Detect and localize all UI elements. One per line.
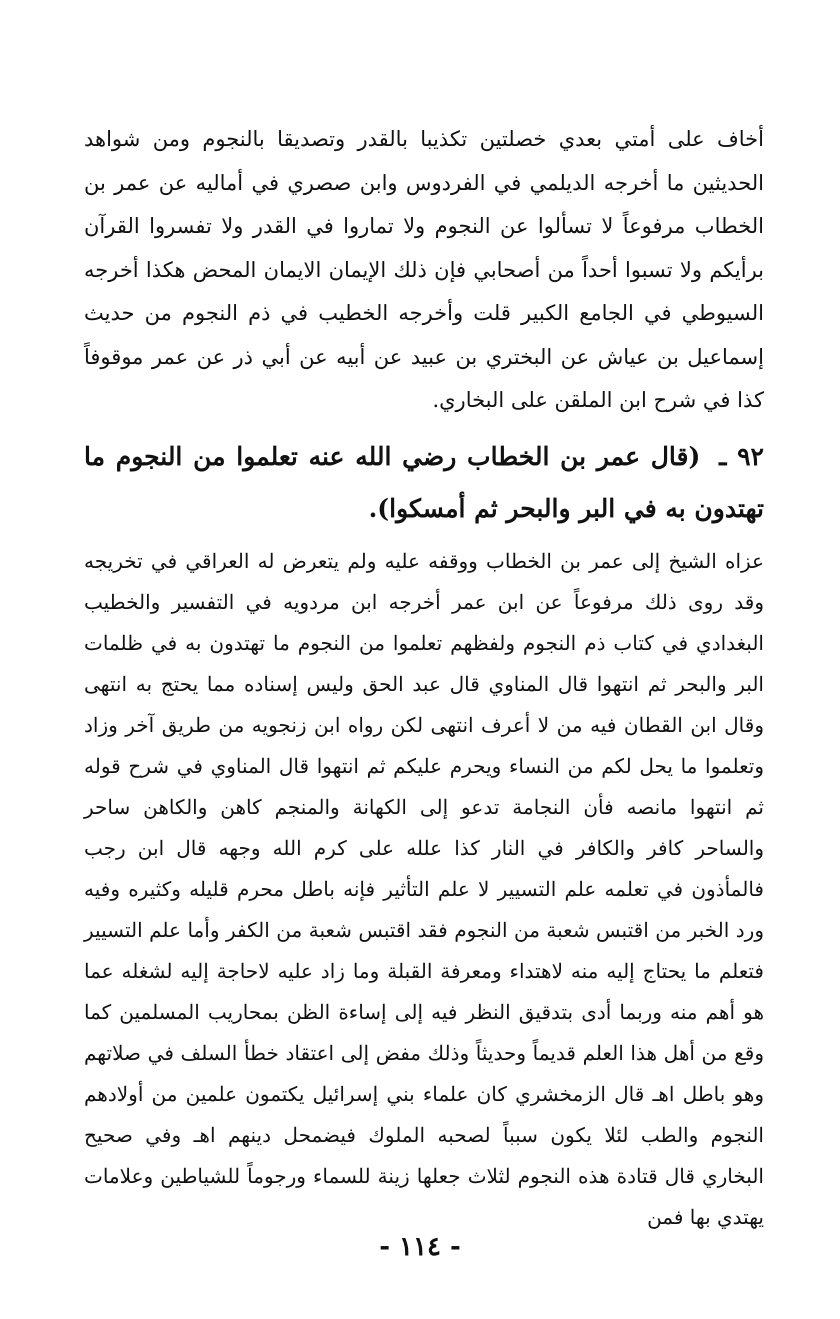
- entry-heading: [84, 431, 764, 535]
- entry-body: عزاه الشيخ إلى عمر بن الخطاب ووقفه عليه ولم يتعرض له العراقي في تخريجه وقد روى ذلك مرفوعاً عن ابن عمر أخرجه ابن مردويه في التفسير والخطيب البغدادي في كتاب ذم النجوم ولفظهم تعلموا من النجوم ما تهتدون به في ظلمات البر والبحر ثم انتهوا قال المناوي قال عبد الحق وليس إسناده مما يحتج به انتهى وقال ابن القطان فيه من لا أعرف انتهى لكن رواه ابن زنجويه من طريق آخر وزاد وتعلموا ما يحل لكم من النساء ويحرم عليكم ثم انتهوا قال المناوي في شرح قوله ثم انتهوا مانصه فأن النجامة تدعو إلى الكهانة والمنجم كاهن والكاهن ساحر والساحر كافر والكافر في النار كذا علله على كرم الله وجهه قال ابن رجب فالمأذون في تعلمه علم التسيير لا علم التأثير فإنه باطل محرم قليله وكثيره وفيه ورد الخبر من اقتبس شعبة من النجوم فقد اقتبس شعبة من الكفر وأما علم التسيير فتعلم ما يحتاج إليه منه لاهتداء ومعرفة القبلة وما زاد عليه لاحاجة إليه لشغله عما هو أهم منه وربما أدى بتدقيق النظر فيه إلى إساءة الظن بمحاريب المسلمين كما وقع من أهل هذا العلم قديماً وحديثاً وذلك مفض إلى اعتقاد خطأ السلف في صلاتهم وهو باطل اهـ قال الزمخشري كان علماء بني إسرائيل يكتمون علمين من أولادهم النجوم والطب لئلا يكون سبباً لصحبه الملوك فيضمحل دينهم اهـ وفي صحيح البخاري قال قتادة هذه النجوم لثلاث جعلها زينة للسماء ورجوماً للشياطين وعلامات يهتدي بها فمن: [84, 548, 764, 1229]
- entry-heading-text: (قال عمر بن الخطاب رضي الله عنه تعلموا من النجوم ما تهتدون به في البر والبحر ثم أمسكوا).: [84, 441, 764, 523]
- entry-number: ٩٢ ـ: [719, 441, 764, 471]
- page-body: [84, 118, 764, 1229]
- page-number: - ١١٤ -: [379, 1232, 461, 1262]
- intro-paragraph: أخاف على أمتي بعدي خصلتين تكذيبا بالقدر وتصديقا بالنجوم ومن شواهد الحديثين ما أخرجه الديلمي في الفردوس وابن صصري في أماليه عن عمر بن الخطاب مرفوعاً لا تسألوا عن النجوم ولا تماروا في القدر ولا تفسروا القرآن برأيكم ولا تسبوا أحداً من أصحابي فإن ذلك الإيمان الايمان المحض هكذا أخرجه السيوطي في الجامع الكبير قلت وأخرجه الخطيب في ذم النجوم من حديث إسماعيل بن عياش عن البختري بن عبيد عن أبيه عن أبي ذر عن عمر موقوفاً كذا في شرح ابن الملقن على البخاري.: [84, 127, 764, 412]
